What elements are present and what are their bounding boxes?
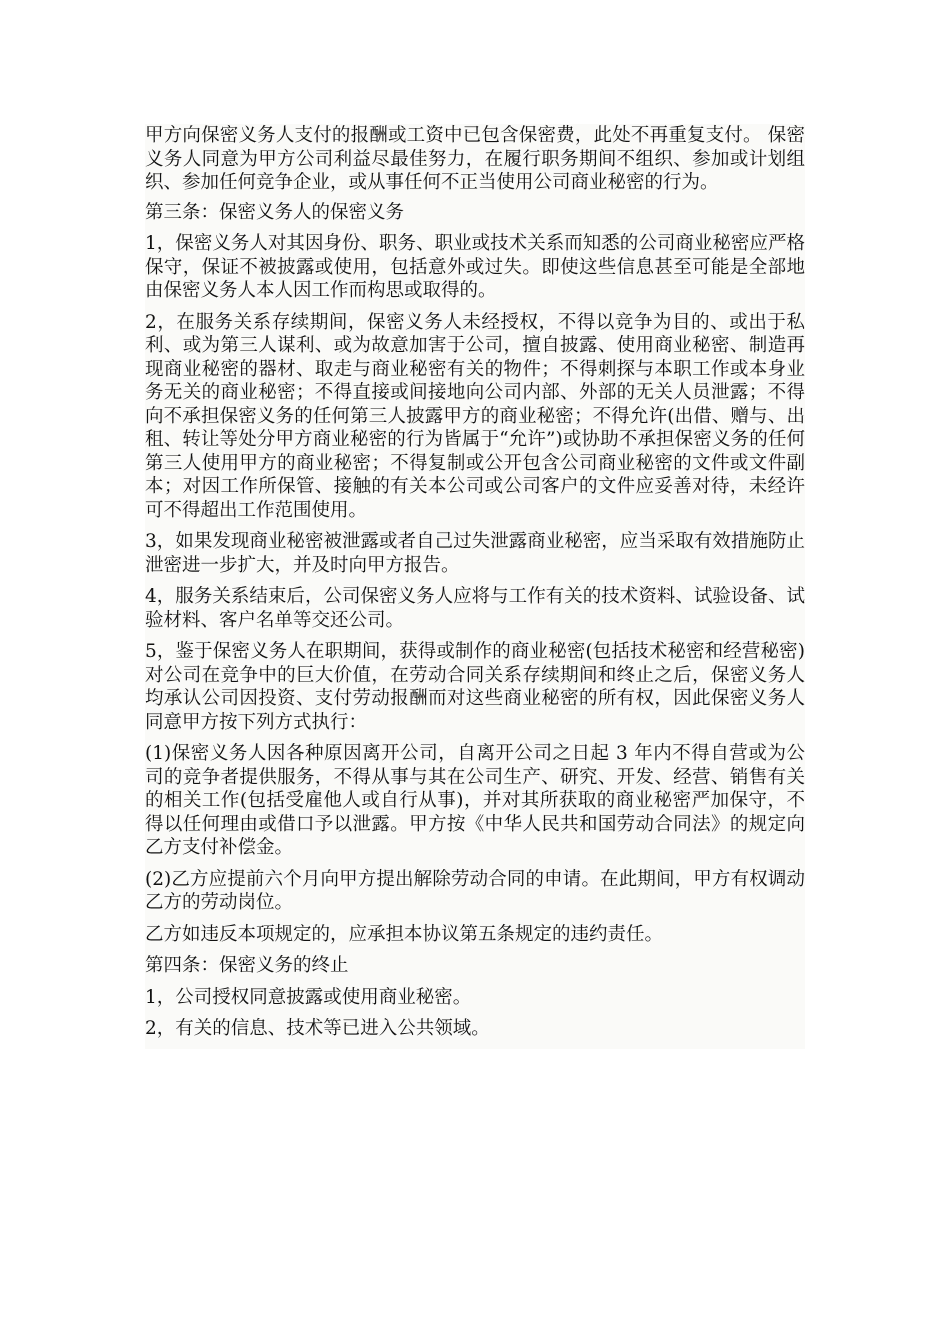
paragraph-article-3-item-5: 5，鉴于保密义务人在职期间，获得或制作的商业秘密(包括技术秘密和经营秘密)对公司在竞争中的巨大价值，在劳动合同关系存续期间和终止之后，保密义务人均承认公司因投资、支付劳动报酬而对这些商业秘密的所有权，因此保密义务人同意甲方按下列方式执行： [145,641,805,733]
paragraph-article-4-item-1: 1，公司授权同意披露或使用商业秘密。 [145,986,472,1008]
paragraph-article-3-item-1: 1，保密义务人对其因身份、职务、职业或技术关系而知悉的公司商业秘密应严格保守，保证不被披露或使用，包括意外或过失。即使这些信息甚至可能是全部地由保密义务人本人因工作而构思或取得的。 [145,233,805,301]
paragraph-confidentiality-fee: 甲方向保密义务人支付的报酬或工资中已包含保密费，此处不再重复支付。 保密义务人同意为甲方公司利益尽最佳努力，在履行职务期间不组织、参加或计划组织、参加任何竞争企业，或从事任何不正当使用公司商业秘密的行为。 [145,125,805,193]
document-body [145,124,805,1049]
heading-article-4: 第四条：保密义务的终止 [145,955,349,976]
paragraph-breach-liability: 乙方如违反本项规定的，应承担本协议第五条规定的违约责任。 [145,923,664,945]
heading-article-3: 第三条：保密义务人的保密义务 [145,201,405,223]
paragraph-article-3-item-3: 3，如果发现商业秘密被泄露或者自己过失泄露商业秘密，应当采取有效措施防止泄密进一步扩大，并及时向甲方报告。 [145,531,805,576]
paragraph-article-3-item-4: 4，服务关系结束后，公司保密义务人应将与工作有关的技术资料、试验设备、试验材料、客户名单等交还公司。 [145,586,805,631]
paragraph-item-5-sub-2: (2)乙方应提前六个月向甲方提出解除劳动合同的申请。在此期间，甲方有权调动乙方的劳动岗位。 [145,868,805,913]
paragraph-article-4-item-2: 2，有关的信息、技术等已进入公共领域。 [145,1018,490,1039]
paragraph-item-5-sub-1: (1)保密义务人因各种原因离开公司，自离开公司之日起 3 年内不得自营或为公司的竞争者提供服务，不得从事与其在公司生产、研究、开发、经营、销售有关的相关工作(包括受雇他人或自行从事)，并对其所获取的商业秘密严加保守，不得以任何理由或借口予以泄露。甲方按《中华人民共和国劳动合同法》的规定向乙方支付补偿金。 [145,743,805,858]
paragraph-article-3-item-2: 2，在服务关系存续期间，保密义务人未经授权，不得以竞争为目的、或出于私利、或为第三人谋利、或为故意加害于公司，擅自披露、使用商业秘密、制造再现商业秘密的器材、取走与商业秘密有关的物件；不得刺探与本职工作或本身业务无关的商业秘密；不得直接或间接地向公司内部、外部的无关人员泄露；不得向不承担保密义务的任何第三人披露甲方的商业秘密；不得允许(出借、赠与、出租、转让等处分甲方商业秘密的行为皆属于“允许”)或协助不承担保密义务的任何第三人使用甲方的商业秘密；不得复制或公开包含公司商业秘密的文件或文件副本；对因工作所保管、接触的有关本公司或公司客户的文件应妥善对待，未经许可不得超出工作范围使用。 [145,311,805,521]
